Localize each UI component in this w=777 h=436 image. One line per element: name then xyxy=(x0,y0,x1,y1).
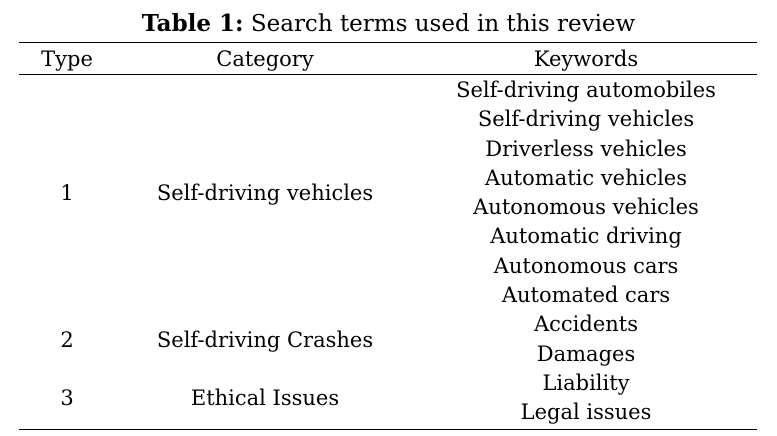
table-header-rule xyxy=(19,74,757,75)
header-category: Category xyxy=(216,47,314,71)
keyword: Self-driving vehicles xyxy=(477,107,695,132)
table-row xyxy=(19,310,757,369)
table-header-row xyxy=(19,45,757,74)
table-bottom-rule xyxy=(19,429,757,430)
table-caption-label: Table 1: xyxy=(141,10,244,37)
header-keywords: Keywords xyxy=(533,47,639,71)
table-caption xyxy=(0,9,777,39)
row-type: 3 xyxy=(60,386,74,411)
keyword: Autonomous cars xyxy=(493,253,679,278)
keyword: Driverless vehicles xyxy=(485,136,687,161)
table-row xyxy=(19,369,757,428)
keyword: Self-driving automobiles xyxy=(456,78,716,102)
keyword: Legal issues xyxy=(520,400,652,425)
row-category: Self-driving Crashes xyxy=(156,327,374,352)
row-type: 1 xyxy=(60,181,74,206)
keyword: Accidents xyxy=(533,312,638,337)
table-caption-text: Search terms used in this review xyxy=(250,11,636,37)
row-type: 2 xyxy=(60,327,74,352)
keyword: Automatic driving xyxy=(490,224,682,249)
table-row xyxy=(19,76,757,310)
header-type: Type xyxy=(41,47,93,71)
row-keywords xyxy=(415,310,757,369)
keyword: Damages xyxy=(536,341,636,366)
row-keywords xyxy=(415,369,757,428)
row-category: Ethical Issues xyxy=(190,386,340,411)
table-body xyxy=(19,76,757,428)
keyword: Liability xyxy=(542,371,630,395)
keyword: Automatic vehicles xyxy=(484,165,687,190)
row-keywords xyxy=(415,76,757,310)
keyword: Automated cars xyxy=(501,283,671,308)
row-category: Self-driving vehicles xyxy=(156,181,374,206)
table-top-rule xyxy=(19,42,757,43)
keyword: Autonomous vehicles xyxy=(473,195,699,220)
